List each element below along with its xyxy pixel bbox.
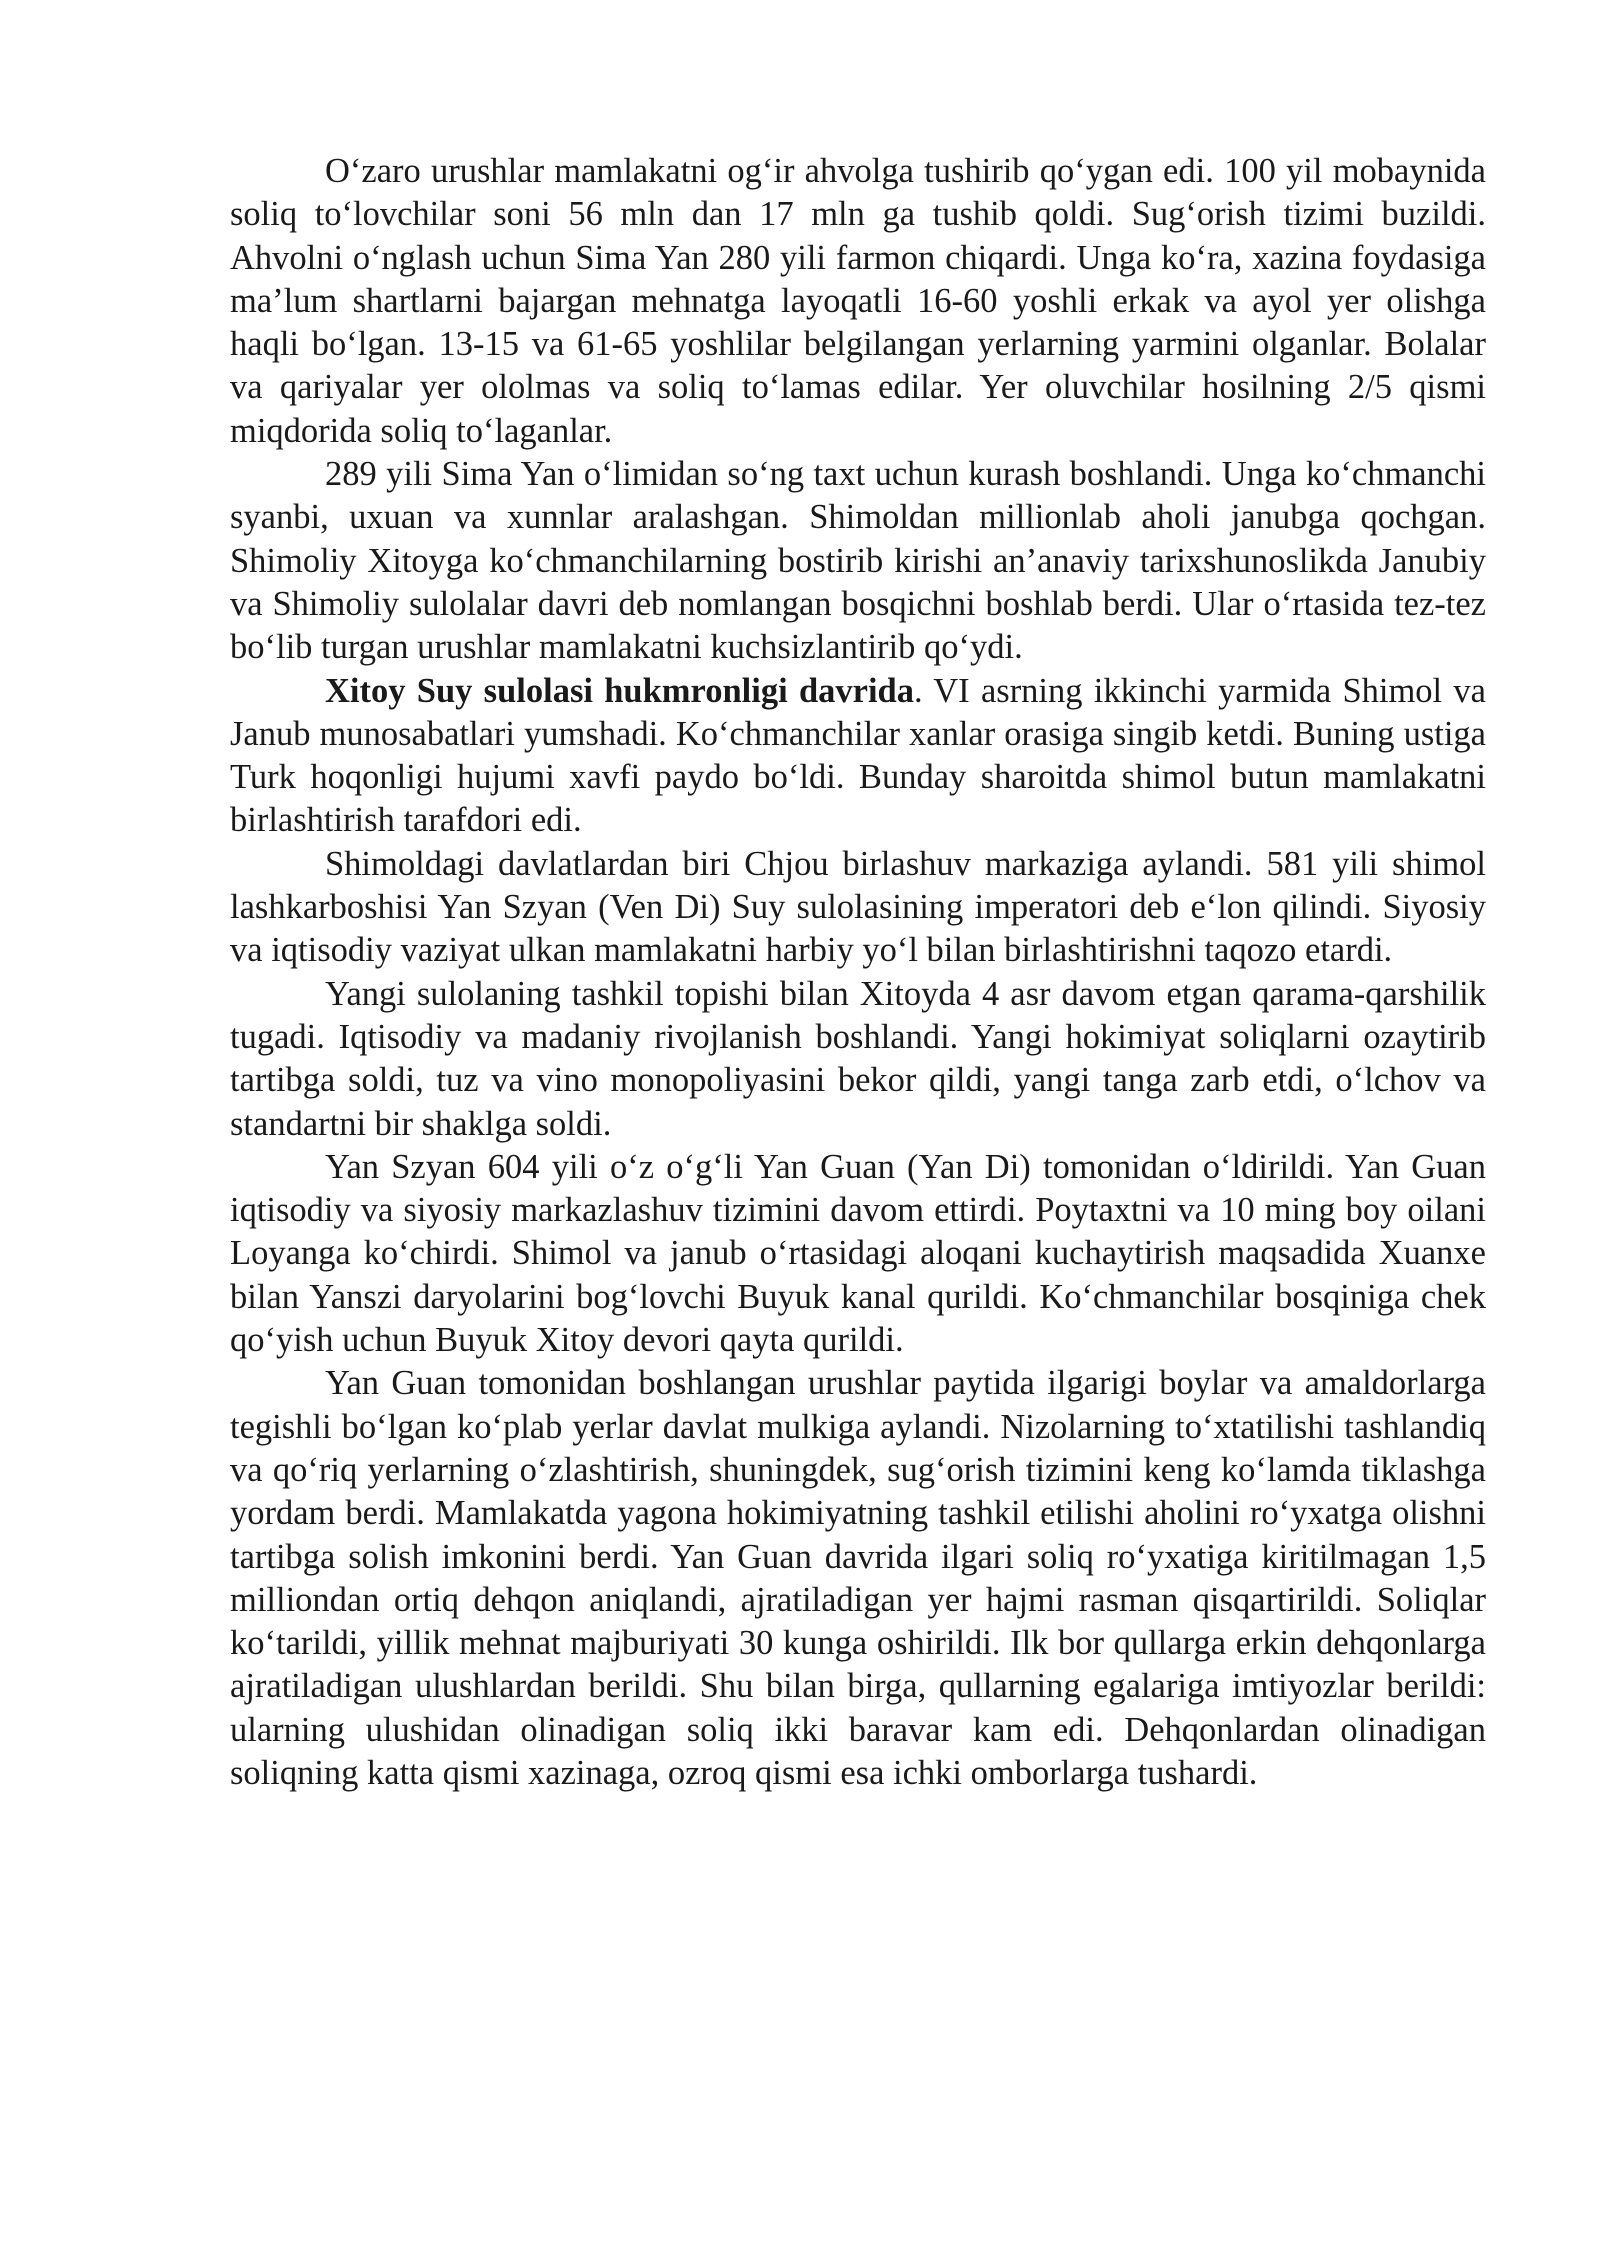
paragraph-text: 289 yili Sima Yan o‘limidan so‘ng taxt uchun kurash boshlandi. Unga ko‘chmanchi syanbi, uxuan va xunnlar aralashgan. Shimoldan millionlab aholi janubga qochgan. Shimoliy Xitoyga ko‘chmanchilarning bostirib kirishi an’anaviy tarixshunoslikda Janubiy va Shimoliy sulolalar davri deb nomlangan bosqichni boshlab berdi. Ular o‘rtasida tez-tez bo‘lib turgan urushlar mamlakatni kuchsizlantirib qo‘ydi. — [230, 455, 1486, 667]
section-heading: Xitoy Suy sulolasi hukmronligi davrida — [325, 671, 914, 710]
paragraph — [230, 973, 1486, 1146]
paragraph-text: Yan Szyan 604 yili o‘z o‘g‘li Yan Guan (Yan Di) tomonidan o‘ldirildi. Yan Guan iqtisodiy va siyosiy markazlashuv tizimini davom ettirdi. Poytaxtni va 10 ming boy oilani Loyanga ko‘chirdi. Shimol va janub o‘rtasidagi aloqani kuchaytirish maqsadida Xuanxe bilan Yanszi daryolarini bog‘lovchi Buyuk kanal qurildi. Ko‘chmanchilar bosqiniga chek qo‘yish uchun Buyuk Xitoy devori qayta qurildi. — [230, 1147, 1486, 1360]
paragraph — [230, 670, 1486, 843]
paragraph — [230, 1362, 1486, 1795]
paragraph — [230, 453, 1486, 669]
paragraph-text: O‘zaro urushlar mamlakatni og‘ir ahvolga tushirib qo‘ygan edi. 100 yil mobaynida soliq to‘lovchilar soni 56 mln dan 17 mln ga tushib qoldi. Sug‘orish tizimi buzildi. Ahvolni o‘nglash uchun Sima Yan 280 yili farmon chiqardi. Unga ko‘ra, xazina foydasiga ma’lum shartlarni bajargan mehnatga layoqatli 16-60 yoshli erkak va ayol yer olishga haqli bo‘lgan. 13-15 va 61-65 yoshlilar belgilangan yerlarning yarmini olganlar. Bolalar va qariyalar yer ololmas va soliq to‘lamas edilar. Yer oluvchilar hosilning 2/5 qismi miqdorida soliq to‘laganlar. — [230, 152, 1486, 450]
paragraph-text: Yangi sulolaning tashkil topishi bilan Xitoyda 4 asr davom etgan qarama-qarshilik tugadi. Iqtisodiy va madaniy rivojlanish boshlandi. Yangi hokimiyat soliqlarni ozaytirib tartibga soldi, tuz va vino monopoliyasini bekor qildi, yangi tanga zarb etdi, o‘lchov va standartni bir shaklga soldi. — [230, 974, 1486, 1143]
document-page — [230, 150, 1486, 1795]
paragraph-text: . VI asrning ikkinchi yarmida Shimol va Janub munosabatlari yumshadi. Ko‘chmanchilar xanlar orasiga singib ketdi. Buning ustiga Turk hoqonligi hujumi xavfi paydo bo‘ldi. Bunday sharoitda shimol butun mamlakatni birlashtirish tarafdori edi. — [230, 671, 1486, 840]
paragraph — [230, 843, 1486, 973]
paragraph — [230, 1146, 1486, 1362]
paragraph-text: Yan Guan tomonidan boshlangan urushlar paytida ilgarigi boylar va amaldorlarga tegishli bo‘lgan ko‘plab yerlar davlat mulkiga aylandi. Nizolarning to‘xtatilishi tashlandiq va qo‘riq yerlarning o‘zlashtirish, shuningdek, sug‘orish tizimini keng ko‘lamda tiklashga yordam berdi. Mamlakatda yagona hokimiyatning tashkil etilishi aholini ro‘yxatga olishni tartibga solish imkonini berdi. Yan Guan davrida ilgari soliq ro‘yxatiga kiritilmagan 1,5 milliondan ortiq dehqon aniqlandi, ajratiladigan yer hajmi rasman qisqartirildi. Soliqlar ko‘tarildi, yillik mehnat majburiyati 30 kunga oshirildi. Ilk bor qullarga erkin dehqonlarga ajratiladigan ulushlardan berildi. Shu bilan birga, qullarning egalariga imtiyozlar berildi: ularning ulushidan olinadigan soliq ikki baravar kam edi. Dehqonlardan olinadigan soliqning katta qismi xazinaga, ozroq qismi esa ichki omborlarga tushardi. — [230, 1364, 1486, 1792]
paragraph — [230, 150, 1486, 453]
paragraph-text: Shimoldagi davlatlardan biri Chjou birlashuv markaziga aylandi. 581 yili shimol lashkarboshisi Yan Szyan (Ven Di) Suy sulolasining imperatori deb e‘lon qilindi. Siyosiy va iqtisodiy vaziyat ulkan mamlakatni harbiy yo‘l bilan birlashtirishni taqozo etardi. — [230, 844, 1486, 970]
